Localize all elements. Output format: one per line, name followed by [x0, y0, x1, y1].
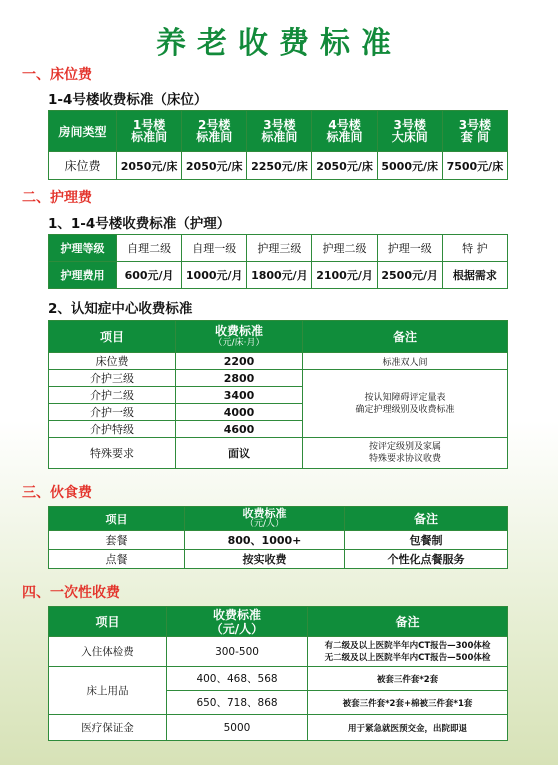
- header-room-type: 房间类型: [49, 111, 117, 152]
- table-row: [49, 235, 508, 262]
- table-row: [49, 531, 508, 550]
- table-cell: 护理等级: [49, 235, 117, 262]
- table-cell: 被套三件套*2套+棉被三件套*1套: [308, 691, 508, 715]
- table-row: [49, 667, 508, 691]
- table-cell: 2800: [176, 370, 303, 387]
- header-item: 项目: [49, 607, 167, 637]
- header-item: 项目: [49, 321, 176, 353]
- table-cell: 被套三件套*2套: [308, 667, 508, 691]
- dementia-fee-table: [48, 320, 508, 469]
- table-cell: 介护特级: [49, 421, 176, 438]
- table-cell: 4600: [176, 421, 303, 438]
- table-cell: 2200: [176, 353, 303, 370]
- section-heading-nursing-fee: 二、护理费: [22, 190, 92, 206]
- table-cell: 400、468、568: [167, 667, 308, 691]
- header-note: 备注: [303, 321, 508, 353]
- bed-fee-header-row: [49, 111, 508, 152]
- table-cell: 护理一级: [377, 235, 442, 262]
- header-note: 备注: [345, 507, 508, 531]
- table-cell: 1000元/月: [182, 262, 247, 289]
- table-cell: 标准双人间: [303, 353, 508, 370]
- one-time-fee-table: [48, 606, 508, 741]
- table-cell: 5000: [167, 715, 308, 741]
- table-row: [49, 550, 508, 569]
- table-cell: 入住体检费: [49, 637, 167, 667]
- section-heading-one-time-fee: 四、一次性收费: [22, 585, 120, 601]
- table-cell: 医疗保证金: [49, 715, 167, 741]
- table-row: [49, 152, 508, 180]
- header-building-1-standard: 1号楼 标准间: [117, 111, 182, 152]
- nursing-fee-table: [48, 234, 508, 289]
- table-cell: 4000: [176, 404, 303, 421]
- table-cell: 护理三级: [247, 235, 312, 262]
- table-cell: 个性化点餐服务: [345, 550, 508, 569]
- header-fee: 收费标准 （元/人）: [167, 607, 308, 637]
- table-row: [49, 438, 508, 469]
- table-cell: 800、1000+: [185, 531, 345, 550]
- table-cell: 5000元/床: [377, 152, 442, 180]
- dementia-subtitle: 2、认知症中心收费标准: [48, 301, 193, 317]
- table-cell: 介护一级: [49, 404, 176, 421]
- meal-fee-table: [48, 506, 508, 569]
- header-fee: 收费标准 （元/人）: [185, 507, 345, 531]
- table-cell: 床位费: [49, 353, 176, 370]
- table-cell: 根据需求: [442, 262, 507, 289]
- table-cell: 600元/月: [117, 262, 182, 289]
- header-building-3-suite: 3号楼 套 间: [442, 111, 507, 152]
- table-row: [49, 507, 508, 531]
- table-row: [49, 607, 508, 637]
- header-note: 备注: [308, 607, 508, 637]
- table-cell: 点餐: [49, 550, 185, 569]
- header-building-4-standard: 4号楼 标准间: [312, 111, 377, 152]
- table-cell: 2500元/月: [377, 262, 442, 289]
- bed-fee-table: [48, 110, 508, 180]
- table-cell: 面议: [176, 438, 303, 469]
- nursing-fee-subtitle: 1、1-4号楼收费标准（护理）: [48, 216, 231, 232]
- table-cell: 介护二级: [49, 387, 176, 404]
- header-item: 项目: [49, 507, 185, 531]
- care-level-note: 按认知障碍评定量表 确定护理级别及收费标准: [303, 370, 508, 438]
- table-cell: 护理费用: [49, 262, 117, 289]
- special-request-note: 按评定级别及家属 特殊要求协议收费: [303, 438, 508, 469]
- table-cell: 3400: [176, 387, 303, 404]
- table-row: [49, 637, 508, 667]
- table-cell: 特 护: [442, 235, 507, 262]
- page-title: 养老收费标准: [156, 26, 402, 61]
- table-cell: 自理二级: [117, 235, 182, 262]
- table-row: [49, 715, 508, 741]
- table-cell: 2250元/床: [247, 152, 312, 180]
- bed-fee-subtitle: 1-4号楼收费标准（床位）: [48, 92, 208, 108]
- table-cell: 2100元/月: [312, 262, 377, 289]
- table-cell: 用于紧急就医预交金，出院即退: [308, 715, 508, 741]
- table-cell: 护理二级: [312, 235, 377, 262]
- table-row: [49, 370, 508, 387]
- table-cell: 介护三级: [49, 370, 176, 387]
- table-row: [49, 353, 508, 370]
- table-row: [49, 262, 508, 289]
- header-building-2-standard: 2号楼 标准间: [182, 111, 247, 152]
- section-heading-meal-fee: 三、伙食费: [22, 485, 92, 501]
- table-cell: 床位费: [49, 152, 117, 180]
- table-cell: 650、718、868: [167, 691, 308, 715]
- table-cell: 7500元/床: [442, 152, 507, 180]
- table-cell: 1800元/月: [247, 262, 312, 289]
- header-building-3-large-bed: 3号楼 大床间: [377, 111, 442, 152]
- table-cell: 套餐: [49, 531, 185, 550]
- table-row: [49, 321, 508, 353]
- table-cell: 2050元/床: [117, 152, 182, 180]
- section-heading-bed-fee: 一、床位费: [22, 67, 92, 83]
- table-cell: 包餐制: [345, 531, 508, 550]
- table-cell: 按实收费: [185, 550, 345, 569]
- table-cell: 自理一级: [182, 235, 247, 262]
- table-cell: 特殊要求: [49, 438, 176, 469]
- checkup-note: 有二级及以上医院半年内CT报告—300体检 无二级及以上医院半年内CT报告—500体检: [308, 637, 508, 667]
- table-cell: 300-500: [167, 637, 308, 667]
- table-cell: 床上用品: [49, 667, 167, 715]
- table-cell: 2050元/床: [182, 152, 247, 180]
- header-fee: 收费标准 （元/床·月）: [176, 321, 303, 353]
- header-building-3-standard: 3号楼 标准间: [247, 111, 312, 152]
- table-cell: 2050元/床: [312, 152, 377, 180]
